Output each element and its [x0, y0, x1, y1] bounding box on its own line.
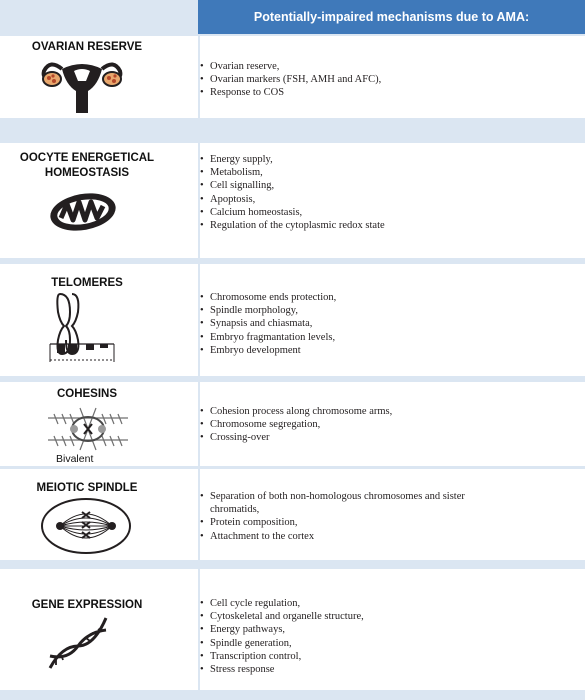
list-item: • Protein composition,: [200, 516, 465, 529]
list-item: • Spindle generation,: [200, 637, 465, 650]
list-item: • Spindle morphology,: [200, 304, 465, 317]
row-items: [200, 597, 465, 676]
list-item: • Cell signalling,: [200, 179, 465, 192]
list-item: • Chromosome ends protection,: [200, 291, 465, 304]
list-item: • Cytoskeletal and organelle structure,: [200, 610, 465, 623]
list-item: • Ovarian reserve,: [200, 60, 465, 73]
row-items: [200, 490, 465, 543]
list-item: • Embryo fragmantation levels,: [200, 331, 465, 344]
list-item: • Metabolism,: [200, 166, 465, 179]
list-item: • Response to COS: [200, 86, 465, 99]
row-separator: [0, 560, 585, 569]
list-item: • Synapsis and chiasmata,: [200, 317, 465, 330]
list-item: • Cohesion process along chromosome arms,: [200, 405, 465, 418]
list-item: • Separation of both non-homologous chromosomes and sister chromatids,: [200, 490, 465, 516]
bivalent-label: Bivalent: [56, 453, 94, 465]
table-header: [0, 0, 585, 34]
row-separator: [0, 118, 585, 143]
row-title: OVARIAN RESERVE: [31, 41, 143, 53]
row-items: [200, 291, 465, 357]
list-item: • Calcium homeostasis,: [200, 206, 465, 219]
dna-helix-icon: [48, 616, 110, 670]
uterus-ovaries-icon: [40, 55, 124, 117]
list-item: • Apoptosis,: [200, 193, 465, 206]
row-title: OOCYTE ENERGETICAL HOMEOSTASIS: [19, 152, 155, 179]
row-title: TELOMERES: [51, 277, 123, 289]
row-items: [200, 60, 465, 100]
list-item: • Energy pathways,: [200, 623, 465, 636]
bivalent-cohesin-icon: [44, 404, 132, 454]
list-item: • Embryo development: [200, 344, 465, 357]
header-title: Potentially-impaired mechanisms due to AMA:: [198, 0, 585, 34]
mitochondrion-icon: [47, 190, 119, 234]
row-items: [200, 405, 465, 445]
chromosome-telomere-icon: [48, 292, 116, 364]
list-item: • Energy supply,: [200, 153, 465, 166]
row-title: MEIOTIC SPINDLE: [36, 482, 138, 494]
row-title: GENE EXPRESSION: [31, 599, 143, 611]
list-item: • Attachment to the cortex: [200, 530, 465, 543]
list-item: • Regulation of the cytoplasmic redox state: [200, 219, 465, 232]
list-item: • Ovarian markers (FSH, AMH and AFC),: [200, 73, 465, 86]
list-item: • Transcription control,: [200, 650, 465, 663]
row-title: COHESINS: [56, 388, 118, 400]
row-separator: [0, 690, 585, 700]
meiotic-spindle-icon: [40, 496, 132, 556]
list-item: • Stress response: [200, 663, 465, 676]
list-item: • Cell cycle regulation,: [200, 597, 465, 610]
row-items: [200, 153, 465, 232]
list-item: • Crossing-over: [200, 431, 465, 444]
list-item: • Chromosome segregation,: [200, 418, 465, 431]
